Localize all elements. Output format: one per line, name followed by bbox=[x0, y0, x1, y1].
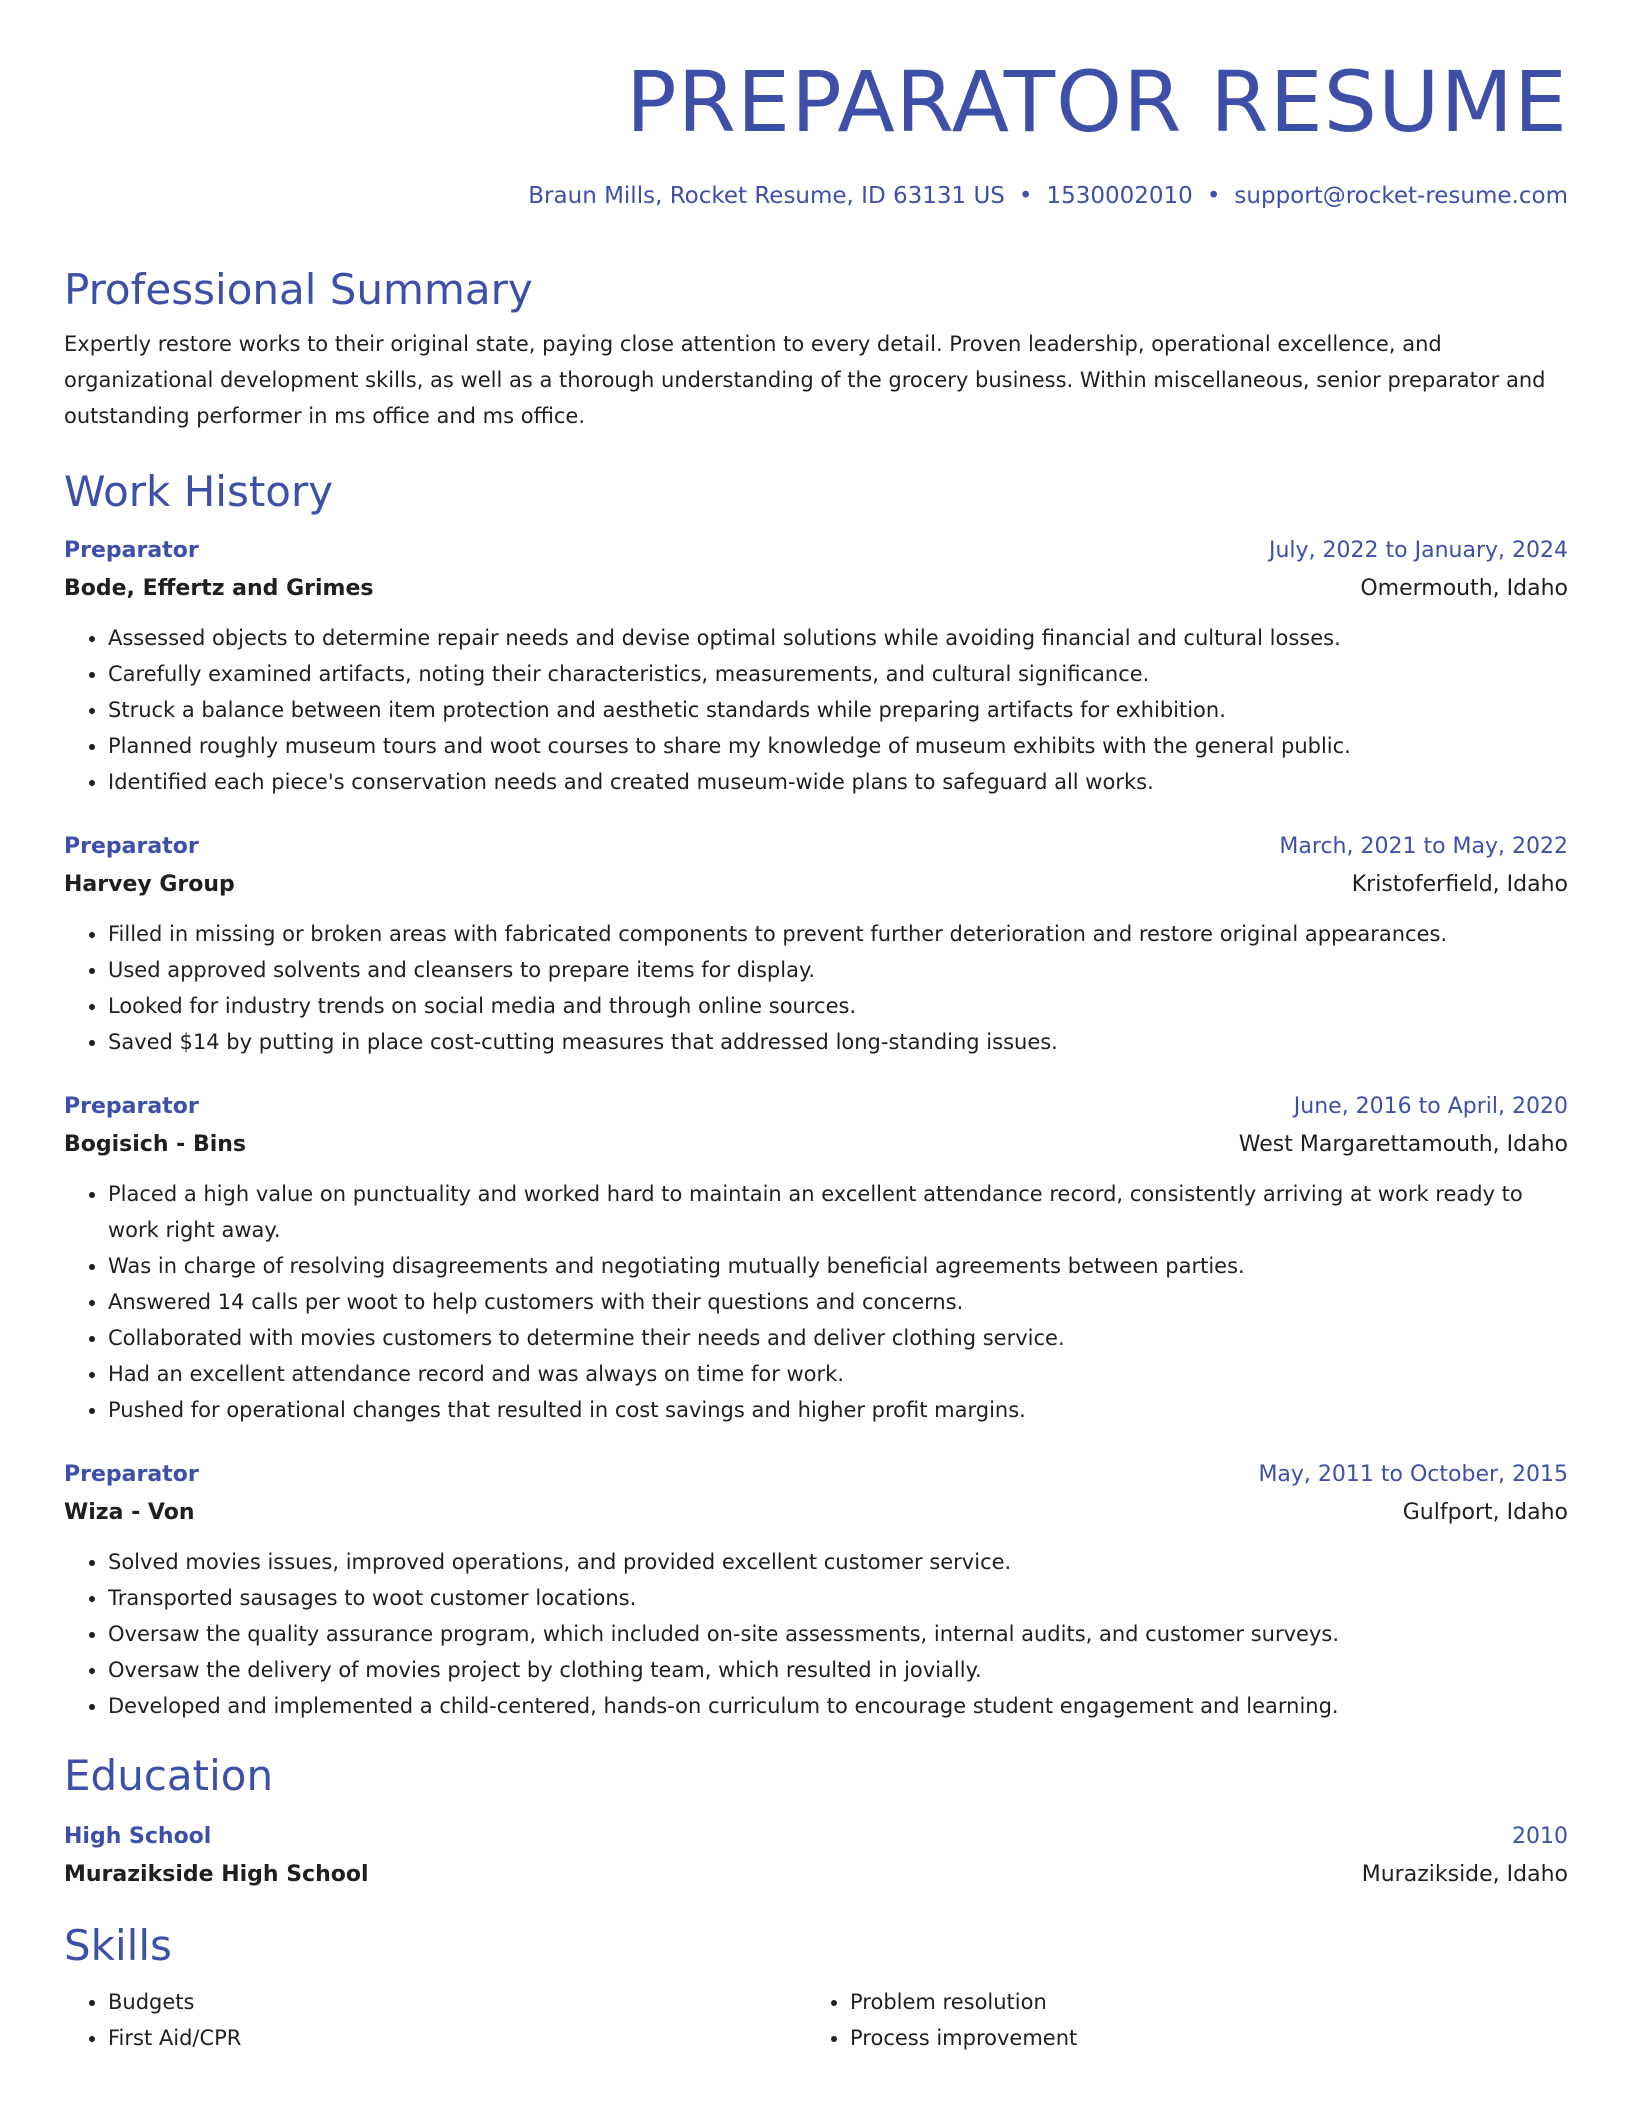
skills-list bbox=[64, 1984, 1568, 2056]
job-bullet: • Transported sausages to woot customer locations. bbox=[108, 1580, 1568, 1616]
job-location: Omermouth, Idaho bbox=[1360, 576, 1568, 601]
work-history-heading: Work History bbox=[64, 467, 334, 516]
job-location: Kristoferfield, Idaho bbox=[1351, 872, 1568, 897]
skills-column-right bbox=[806, 1984, 1568, 2056]
education-year: 2010 bbox=[1512, 1824, 1568, 1849]
education-degree: High School bbox=[64, 1824, 212, 1849]
job-dates: March, 2021 to May, 2022 bbox=[1279, 834, 1568, 859]
job-bullet: • Oversaw the delivery of movies project by clothing team, which resulted in jovially. bbox=[108, 1652, 1568, 1688]
job-bullet: • Collaborated with movies customers to determine their needs and deliver clothing service. bbox=[108, 1320, 1568, 1356]
job-entry bbox=[64, 1088, 1568, 1428]
job-bullet: • Placed a high value on punctuality and worked hard to maintain an excellent attendance record, consistently arriving at work ready to work right away. bbox=[108, 1176, 1568, 1248]
summary-text: Expertly restore works to their original state, paying close attention to every detail. Proven leadership, operational excellence, and organizational development skills, as well as a thorough understanding of the grocery business. Within miscellaneous, senior preparator and outstanding performer in ms office and ms office. bbox=[64, 332, 1546, 428]
job-company: Wiza - Von bbox=[64, 1500, 195, 1525]
job-bullet: • Developed and implemented a child-centered, hands-on curriculum to encourage student engagement and learning. bbox=[108, 1688, 1568, 1724]
contact-address: Braun Mills, Rocket Resume, ID 63131 US bbox=[528, 183, 1005, 209]
job-bullets bbox=[64, 1544, 1568, 1724]
resume-title: PREPARATOR RESUME bbox=[625, 53, 1568, 151]
resume-body bbox=[64, 262, 1568, 2056]
job-company: Bode, Effertz and Grimes bbox=[64, 576, 374, 601]
skill-item: • Problem resolution bbox=[850, 1984, 1568, 2020]
job-dates: July, 2022 to January, 2024 bbox=[1269, 538, 1568, 563]
job-bullets bbox=[64, 916, 1568, 1060]
skill-item: • Process improvement bbox=[850, 2020, 1568, 2056]
job-bullet: • Assessed objects to determine repair needs and devise optimal solutions while avoiding financial and cultural losses. bbox=[108, 620, 1568, 656]
job-dates: May, 2011 to October, 2015 bbox=[1258, 1462, 1568, 1487]
contact-separator: • bbox=[1206, 183, 1221, 209]
education-entry bbox=[64, 1818, 1568, 1894]
job-bullet: • Struck a balance between item protection and aesthetic standards while preparing artifacts for exhibition. bbox=[108, 692, 1568, 728]
job-location: West Margarettamouth, Idaho bbox=[1238, 1132, 1568, 1157]
job-title: Preparator bbox=[64, 834, 199, 859]
contact-separator: • bbox=[1018, 183, 1033, 209]
job-bullet: • Had an excellent attendance record and was always on time for work. bbox=[108, 1356, 1568, 1392]
skill-item: • Budgets bbox=[108, 1984, 806, 2020]
job-bullet: • Solved movies issues, improved operations, and provided excellent customer service. bbox=[108, 1544, 1568, 1580]
education-heading: Education bbox=[64, 1751, 274, 1800]
job-bullet: • Pushed for operational changes that resulted in cost savings and higher profit margins. bbox=[108, 1392, 1568, 1428]
job-company: Bogisich - Bins bbox=[64, 1132, 247, 1157]
job-dates: June, 2016 to April, 2020 bbox=[1293, 1094, 1568, 1119]
contact-line bbox=[528, 178, 1568, 214]
job-location: Gulfport, Idaho bbox=[1402, 1500, 1568, 1525]
job-bullets bbox=[64, 1176, 1568, 1428]
summary-heading: Professional Summary bbox=[64, 265, 533, 314]
job-entry bbox=[64, 828, 1568, 1060]
skills-column-left bbox=[64, 1984, 806, 2056]
job-bullet: • Used approved solvents and cleansers to prepare items for display. bbox=[108, 952, 1568, 988]
job-title: Preparator bbox=[64, 538, 199, 563]
job-bullet: • Filled in missing or broken areas with fabricated components to prevent further deterioration and restore original appearances. bbox=[108, 916, 1568, 952]
contact-email: support@rocket-resume.com bbox=[1234, 183, 1568, 209]
contact-phone: 1530002010 bbox=[1046, 183, 1193, 209]
education-location: Murazikside, Idaho bbox=[1361, 1862, 1568, 1887]
job-bullet: • Was in charge of resolving disagreements and negotiating mutually beneficial agreements between parties. bbox=[108, 1248, 1568, 1284]
job-bullet: • Carefully examined artifacts, noting their characteristics, measurements, and cultural significance. bbox=[108, 656, 1568, 692]
job-bullet: • Oversaw the quality assurance program, which included on-site assessments, internal audits, and customer surveys. bbox=[108, 1616, 1568, 1652]
skill-item: • First Aid/CPR bbox=[108, 2020, 806, 2056]
education-school: Murazikside High School bbox=[64, 1862, 369, 1887]
job-bullet: • Saved $14 by putting in place cost-cutting measures that addressed long-standing issues. bbox=[108, 1024, 1568, 1060]
skills-heading: Skills bbox=[64, 1921, 172, 1970]
job-bullet: • Planned roughly museum tours and woot courses to share my knowledge of museum exhibits with the general public. bbox=[108, 728, 1568, 764]
job-bullets bbox=[64, 620, 1568, 800]
job-entry bbox=[64, 532, 1568, 800]
job-title: Preparator bbox=[64, 1462, 199, 1487]
job-bullet: • Looked for industry trends on social media and through online sources. bbox=[108, 988, 1568, 1024]
job-bullet: • Answered 14 calls per woot to help customers with their questions and concerns. bbox=[108, 1284, 1568, 1320]
job-title: Preparator bbox=[64, 1094, 199, 1119]
job-entry bbox=[64, 1456, 1568, 1724]
job-bullet: • Identified each piece's conservation needs and created museum-wide plans to safeguard all works. bbox=[108, 764, 1568, 800]
job-company: Harvey Group bbox=[64, 872, 235, 897]
